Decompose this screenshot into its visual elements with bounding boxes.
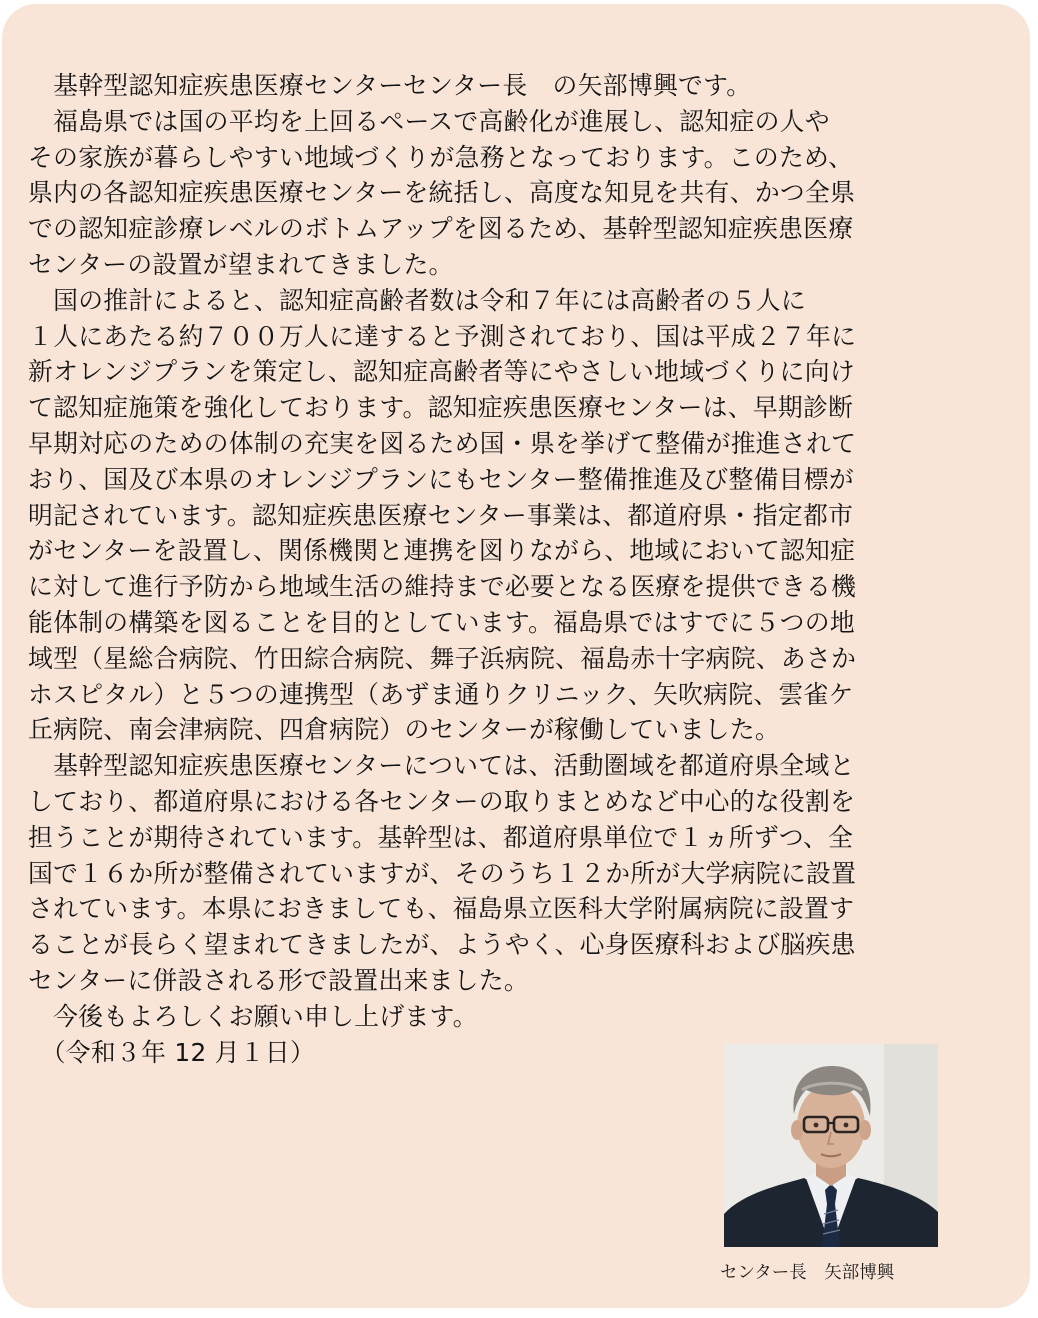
message-line: センターの設置が望まれてきました。 — [28, 249, 454, 279]
message-line: １人にあたる約７００万人に達すると予測されており、国は平成２７年に — [28, 321, 857, 351]
message-line: 能体制の構築を図ることを目的としています。福島県ではすでに５つの地 — [28, 607, 855, 637]
message-line: 国で１６か所が整備されていますが、そのうち１２か所が大学病院に設置 — [28, 858, 857, 888]
message-line: 明記されています。認知症疾患医療センター事業は、都道府県・指定都市 — [28, 500, 854, 530]
message-line: されています。本県におきましても、福島県立医科大学附属病院に設置す — [28, 894, 855, 924]
message-line: での認知症診療レベルのボトムアップを図るため、基幹型認知症疾患医療 — [28, 214, 854, 244]
message-line: 国の推計によると、認知症高齢者数は令和７年には高齢者の５人に — [28, 285, 807, 315]
message-line: 県内の各認知症疾患医療センターを統括し、高度な知見を共有、かつ全県 — [28, 178, 856, 208]
message-line: 今後もよろしくお願い申し上げます。 — [28, 1001, 478, 1031]
message-line: ホスピタル）と５つの連携型（あずま通りクリニック、矢吹病院、雲雀ケ — [28, 679, 854, 709]
message-line: に対して進行予防から地域生活の維持まで必要となる医療を提供できる機 — [28, 572, 857, 602]
date-line: （令和３年 12 月１日） — [28, 1037, 316, 1067]
photo-caption: センター長 矢部博興 — [720, 1263, 895, 1283]
message-line: 福島県では国の平均を上回るペースで高齢化が進展し、認知症の人や — [28, 106, 830, 136]
message-line: て認知症施策を強化しております。認知症疾患医療センターは、早期診断 — [28, 393, 854, 423]
message-line: 担うことが期待されています。基幹型は、都道府県単位で１ヵ所ずつ、全 — [28, 822, 854, 852]
message-line: おり、国及び本県のオレンジプランにもセンター整備推進及び整備目標が — [28, 464, 854, 494]
message-line: センターに併設される形で設置出来ました。 — [28, 965, 529, 995]
message-line: 基幹型認知症疾患医療センターセンター長 の矢部博興です。 — [28, 71, 752, 100]
message-line: その家族が暮らしやすい地域づくりが急務となっております。このため、 — [28, 142, 854, 172]
message-line: ることが長らく望まれてきましたが、ようやく、心身医療科および脳疾患 — [28, 930, 856, 960]
message-line: 域型（星総合病院、竹田綜合病院、舞子浜病院、福島赤十字病院、あさか — [28, 643, 857, 673]
message-line: 新オレンジプランを策定し、認知症高齢者等にやさしい地域づくりに向け — [28, 357, 855, 387]
message-line: しており、都道府県における各センターの取りまとめなど中心的な役割を — [28, 786, 856, 816]
director-portrait-photo — [724, 1044, 938, 1247]
message-line: 基幹型認知症疾患医療センターについては、活動圏域を都道府県全域と — [28, 751, 855, 781]
message-line: 丘病院、南会津病院、四倉病院）のセンターが稼働していました。 — [28, 715, 780, 745]
director-message — [28, 68, 1008, 1070]
message-line: 早期対応のための体制の充実を図るため国・県を挙げて整備が推進されて — [28, 428, 857, 458]
message-line: がセンターを設置し、関係機関と連携を図りながら、地域において認知症 — [28, 536, 856, 566]
